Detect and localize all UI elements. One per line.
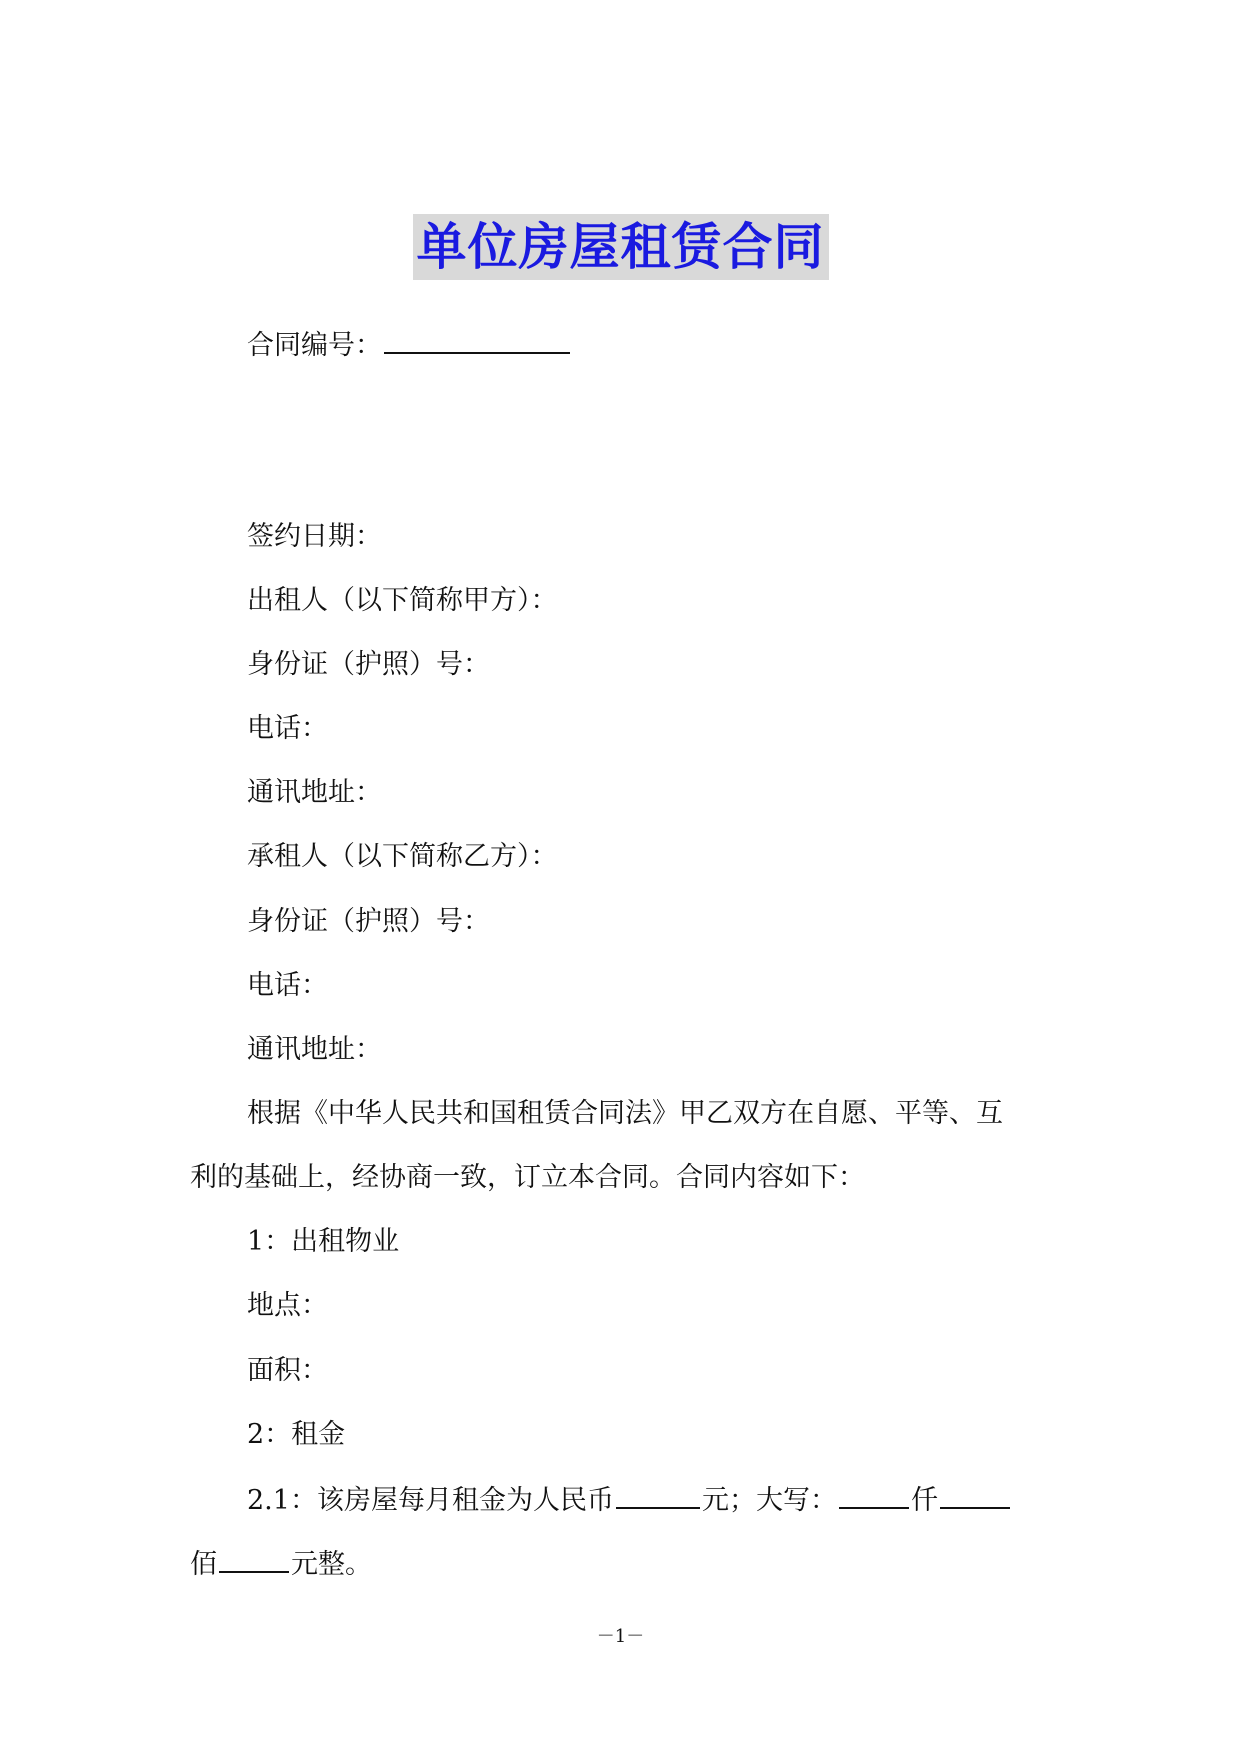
- rent-amount-blank: [616, 1481, 700, 1509]
- preamble-line-1: 根据《中华人民共和国租赁合同法》甲乙双方在自愿、平等、互: [247, 1098, 1003, 1129]
- rent-thousands-blank: [839, 1481, 909, 1509]
- lessor-address-label: 通讯地址：: [247, 777, 382, 808]
- location-label: 地点：: [247, 1290, 328, 1321]
- rent-clause-line-2: [190, 1545, 372, 1583]
- lessee-address-label: 通讯地址：: [247, 1034, 382, 1065]
- rent-text-1: 2.1：该房屋每月租金为人民币: [247, 1485, 614, 1516]
- section-2-title: 2：租金: [247, 1419, 346, 1450]
- rent-text-5: 元整。: [291, 1549, 372, 1580]
- rent-text-2: 元；大写：: [701, 1485, 837, 1516]
- lessor-id-label: 身份证（护照）号：: [247, 649, 490, 680]
- lessor-phone-label: 电话：: [247, 713, 328, 744]
- lessor-label: 出租人（以下简称甲方）：: [247, 585, 558, 616]
- title-container: [0, 214, 1241, 280]
- rent-text-4: 佰: [190, 1549, 217, 1580]
- page-number: －1－: [596, 1626, 645, 1647]
- lessee-label: 承租人（以下简称乙方）：: [247, 841, 558, 872]
- rent-hundreds-blank: [940, 1481, 1010, 1509]
- lessee-id-label: 身份证（护照）号：: [247, 906, 490, 937]
- contract-number-line: [247, 326, 572, 364]
- area-label: 面积：: [247, 1355, 328, 1386]
- rent-units-blank: [219, 1545, 289, 1573]
- sign-date-label: 签约日期：: [247, 521, 382, 552]
- lessee-phone-label: 电话：: [247, 970, 328, 1001]
- contract-number-label: 合同编号：: [247, 330, 382, 361]
- rent-text-3: 仟: [910, 1485, 938, 1516]
- section-1-title: 1：出租物业: [247, 1226, 400, 1257]
- rent-clause-line-1: [247, 1481, 1012, 1519]
- contract-number-blank: [384, 326, 570, 354]
- document-title: 单位房屋租赁合同: [413, 214, 829, 280]
- preamble-line-2: 利的基础上，经协商一致，订立本合同。合同内容如下：: [190, 1162, 865, 1193]
